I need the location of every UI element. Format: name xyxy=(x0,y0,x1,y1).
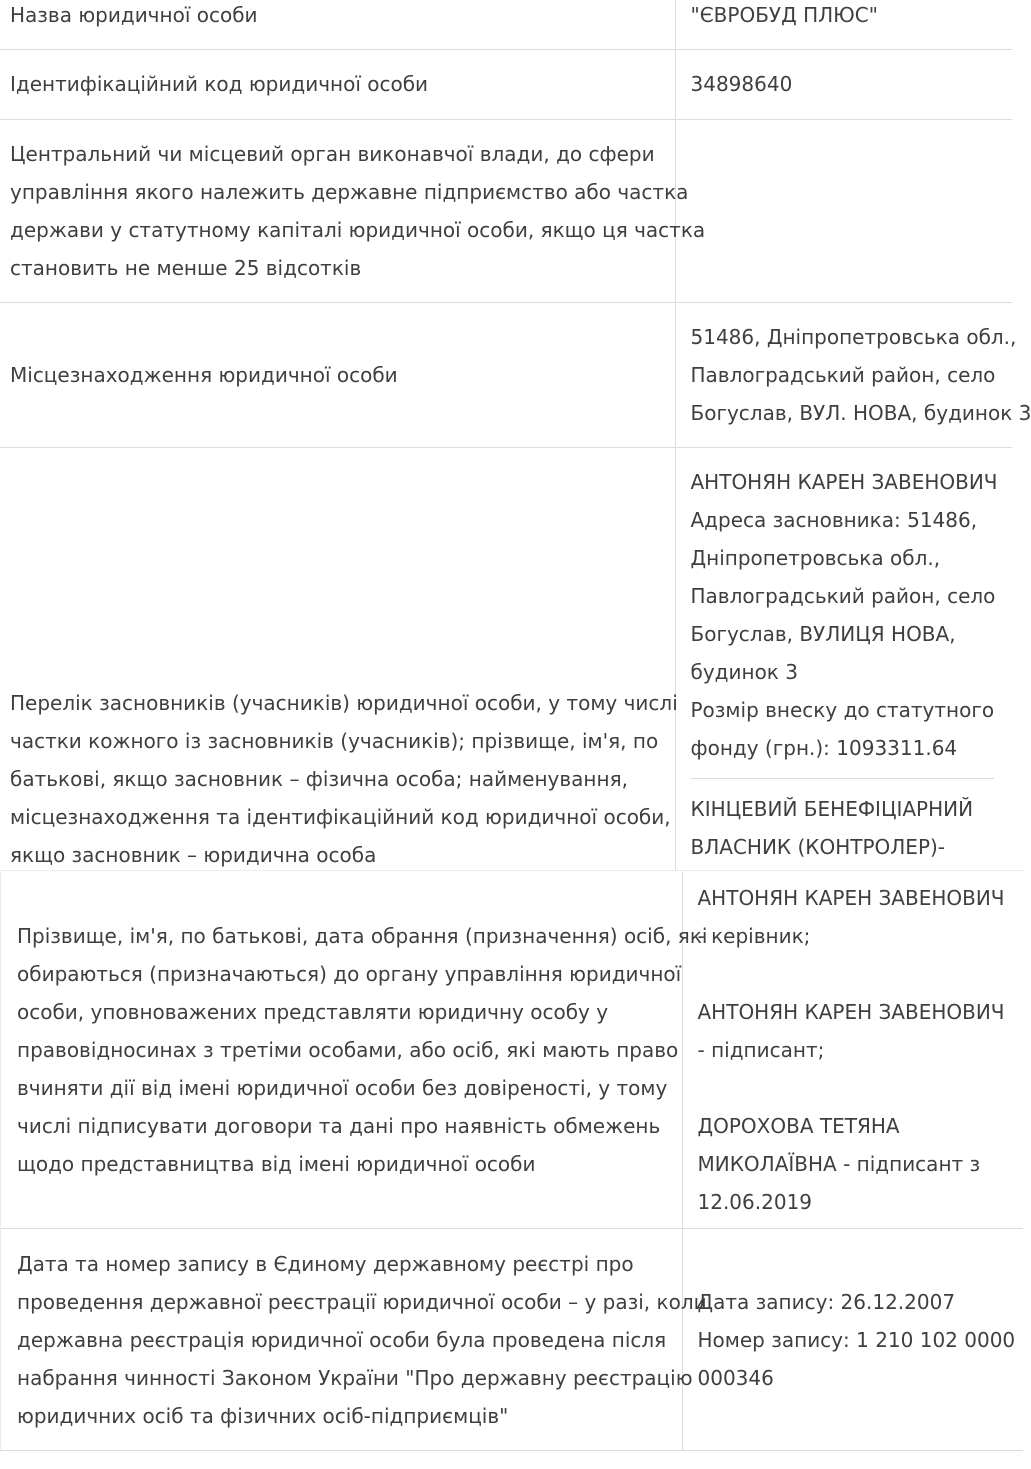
label-cell xyxy=(0,49,675,119)
registry-table xyxy=(1,870,1023,1451)
label-line: юридичних осіб та фізичних осіб-підприємців" xyxy=(17,1403,509,1428)
label-line: державна реєстрація юридичної особи була проведена після xyxy=(17,1327,667,1352)
label-line: Перелік засновників (учасників) юридичної особи, у тому числі xyxy=(10,690,678,715)
label-line: Центральний чи місцевий орган виконавчої влади, до сфери xyxy=(10,141,655,166)
value-cell xyxy=(675,119,1012,302)
value-cell xyxy=(675,49,1012,119)
value-line: АНТОНЯН КАРЕН ЗАВЕНОВИЧ xyxy=(690,469,998,494)
value-spacer xyxy=(698,1069,1016,1107)
table-row-id-code xyxy=(0,49,1012,119)
label-line: набрання чинності Законом України "Про державну реєстрацію xyxy=(17,1365,693,1390)
value-line: ДОРОХОВА ТЕТЯНА xyxy=(697,1113,900,1138)
value-line: Розмір внеску до статутного xyxy=(690,697,995,722)
value-cell xyxy=(682,1229,1023,1451)
value-line: - підписант; xyxy=(697,1037,825,1062)
label-text: Назва юридичної особи xyxy=(10,3,258,27)
label-cell xyxy=(1,1229,707,1451)
value-line: КІНЦЕВИЙ БЕНЕФІЦІАРНИЙ xyxy=(690,796,974,821)
label-line: частки кожного із засновників (учасників); прізвище, ім'я, по xyxy=(10,728,659,753)
founder-separator xyxy=(691,778,995,779)
value-line: ВЛАСНИК (КОНТРОЛЕР)- xyxy=(690,834,946,859)
value-cell xyxy=(675,302,1031,447)
value-line: Номер запису: 1 210 102 0000 xyxy=(697,1327,1016,1352)
value-spacer xyxy=(698,955,1016,993)
value-text: "ЄВРОБУД ПЛЮС" xyxy=(690,3,878,27)
label-line: становить не менше 25 відсотків xyxy=(10,255,362,280)
value-line: Павлоградський район, село xyxy=(690,583,996,608)
label-line: числі підписувати договори та дані про наявність обмежень xyxy=(17,1113,661,1138)
label-line: місцезнаходження та ідентифікаційний код юридичної особи, xyxy=(10,804,671,829)
label-line: Дата та номер запису в Єдиному державному реєстрі про xyxy=(17,1251,634,1276)
value-line: 51486, Дніпропетровська обл., xyxy=(690,324,1017,349)
label-line: обираються (призначаються) до органу управління юридичної xyxy=(17,961,682,986)
table-row-name xyxy=(0,0,1012,49)
label-cell xyxy=(0,447,678,874)
table-row-registration-record xyxy=(1,1229,1023,1451)
registry-table-bottom xyxy=(0,870,1022,1452)
label-line: проведення державної реєстрації юридичної особи – у разі, коли xyxy=(17,1289,707,1314)
value-line: Богуслав, ВУЛ. НОВА, будинок 3 xyxy=(690,400,1031,425)
label-line: управління якого належить державне підприємство або частка xyxy=(10,179,689,204)
value-line: МИКОЛАЇВНА - підписант з xyxy=(697,1151,981,1176)
value-cell xyxy=(675,447,1012,874)
value-cell xyxy=(682,871,1023,1229)
value-line: АНТОНЯН КАРЕН ЗАВЕНОВИЧ xyxy=(697,885,1005,910)
label-line: вчиняти дії від імені юридичної особи без довіреності, у тому xyxy=(17,1075,668,1100)
label-line: якщо засновник – юридична особа xyxy=(10,842,377,867)
label-line: батькові, якщо засновник – фізична особа; найменування, xyxy=(10,766,628,791)
table-row-founders xyxy=(0,447,1012,874)
label-cell xyxy=(0,0,675,49)
value-line: Дніпропетровська обл., xyxy=(690,545,941,570)
value-text: 34898640 xyxy=(690,72,793,96)
label-line: щодо представництва від імені юридичної особи xyxy=(17,1151,536,1176)
value-line: фонду (грн.): 1093311.64 xyxy=(690,735,958,760)
value-line: - керівник; xyxy=(697,923,811,948)
value-line: 12.06.2019 xyxy=(697,1189,813,1214)
value-line: Павлоградський район, село xyxy=(690,362,996,387)
table-row-authority xyxy=(0,119,1012,302)
label-cell xyxy=(1,871,708,1229)
table-row-location xyxy=(0,302,1012,447)
label-cell xyxy=(0,302,675,447)
value-line: будинок 3 xyxy=(690,659,798,684)
label-text: Місцезнаходження юридичної особи xyxy=(10,362,398,387)
label-line: правовідносинах з третіми особами, або осіб, які мають право xyxy=(17,1037,679,1062)
value-line: Дата запису: 26.12.2007 xyxy=(697,1289,956,1314)
label-line: Прізвище, ім'я, по батькові, дата обрання (призначення) осіб, які xyxy=(17,923,708,948)
value-line: 000346 xyxy=(697,1365,774,1390)
value-line: Богуслав, ВУЛИЦЯ НОВА, xyxy=(690,621,956,646)
label-line: особи, уповноважених представляти юридичну особу у xyxy=(17,999,609,1024)
table-row-managers xyxy=(1,871,1023,1229)
value-line: Адреса засновника: 51486, xyxy=(690,507,978,532)
label-text: Ідентифікаційний код юридичної особи xyxy=(10,72,429,96)
value-cell xyxy=(675,0,1012,49)
label-cell xyxy=(0,119,706,302)
value-line: АНТОНЯН КАРЕН ЗАВЕНОВИЧ xyxy=(697,999,1005,1024)
label-line: держави у статутному капіталі юридичної особи, якщо ця частка xyxy=(10,217,706,242)
